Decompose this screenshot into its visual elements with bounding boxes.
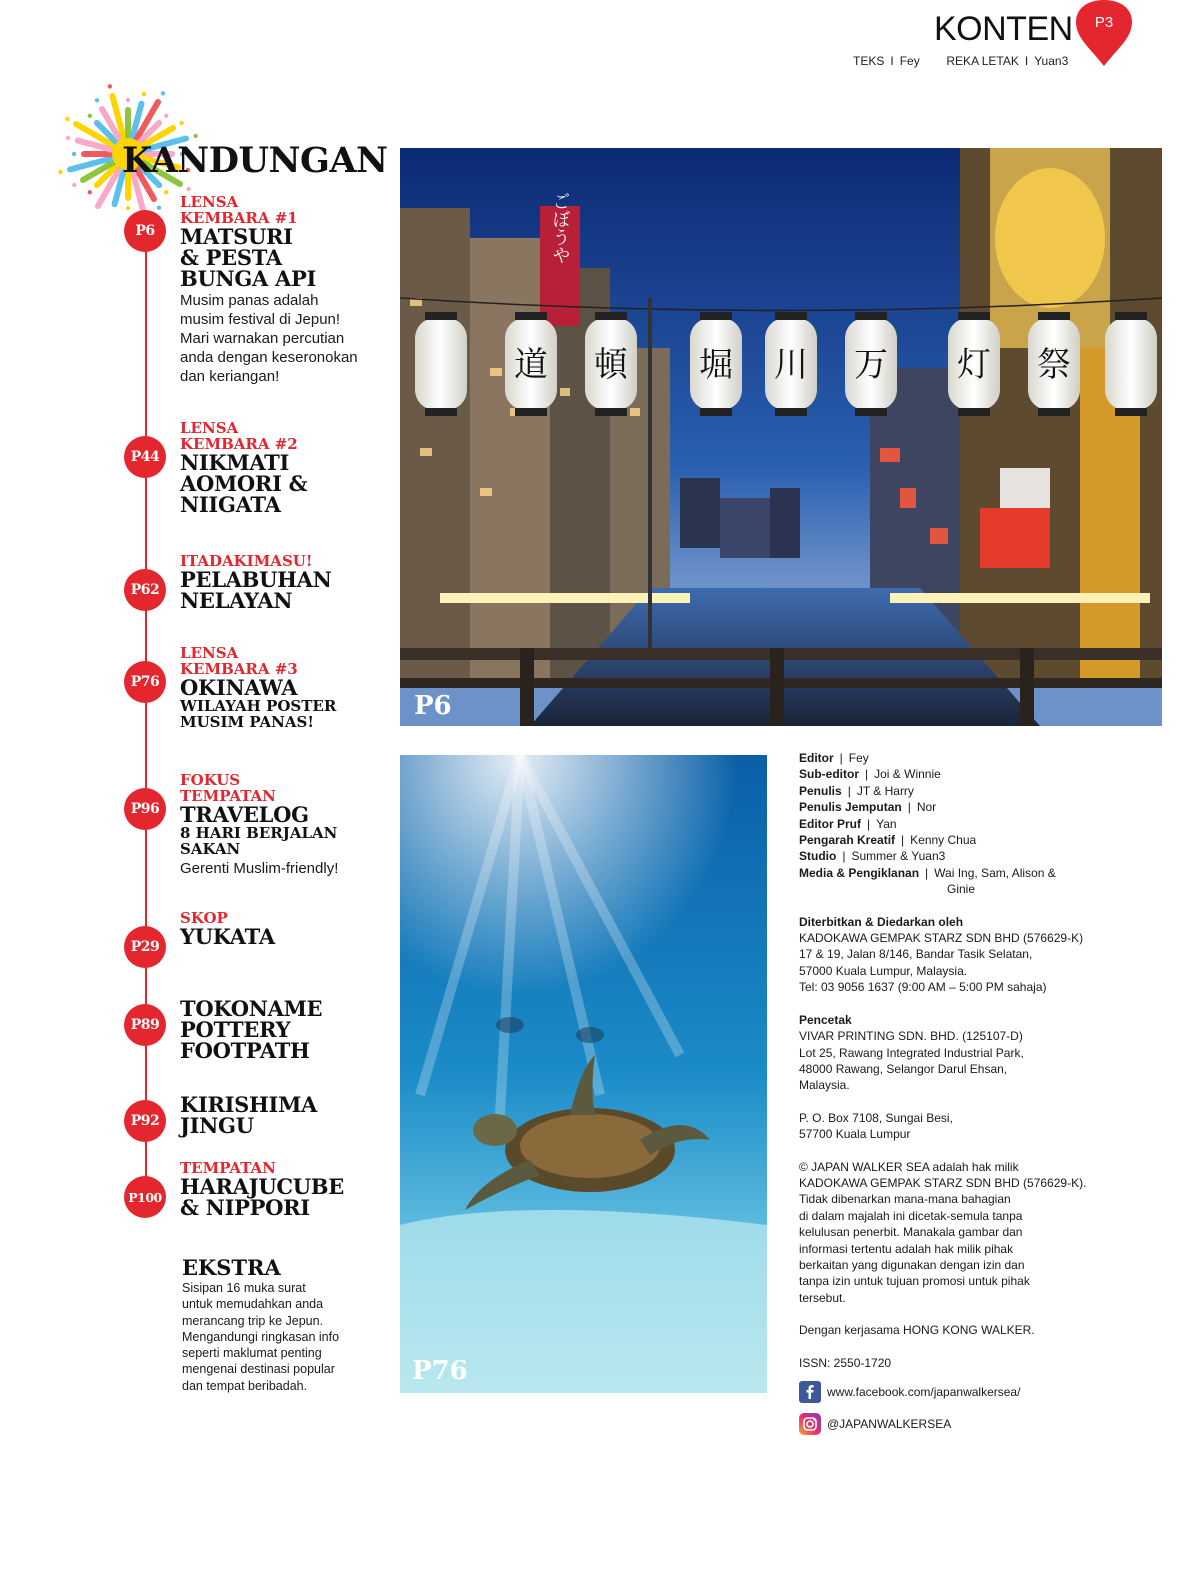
paper-lantern — [415, 312, 467, 416]
staff-name: Summer & Yuan3 — [851, 849, 946, 864]
info-line: informasi tertentu adalah hak milik pihak — [799, 1241, 1014, 1256]
pobox-block — [799, 1110, 1099, 1143]
entry-category: LENSA — [180, 419, 239, 437]
facebook-icon — [799, 1381, 821, 1403]
info-line: berkaitan yang digunakan dengan izin dan — [799, 1257, 1025, 1272]
staff-row — [799, 832, 1099, 848]
lantern-character: 川 — [774, 345, 808, 385]
entry-description — [180, 859, 400, 878]
info-line: 48000 Rawang, Selangor Darul Ehsan, — [799, 1061, 1008, 1076]
separator: | — [839, 751, 843, 765]
staff-name: Kenny Chua — [910, 833, 977, 848]
staff-role: Sub-editor — [799, 767, 859, 782]
entry-title: YUKATA — [180, 924, 275, 949]
staff-row — [799, 848, 1099, 864]
dotonbori-canal-photo — [400, 148, 1162, 726]
entry-title: JINGU — [180, 1113, 254, 1138]
info-line: tersebut. — [799, 1290, 846, 1305]
page-badge: P100 — [124, 1176, 166, 1218]
staff-row — [799, 750, 1099, 766]
info-line: VIVAR PRINTING SDN. BHD. (125107-D) — [799, 1029, 1023, 1044]
copyright-block — [799, 1159, 1099, 1307]
entry-title: POTTERY — [180, 1017, 291, 1042]
page-marker-icon — [1076, 0, 1132, 66]
page-badge: P29 — [124, 926, 166, 968]
entry-title: FOOTPATH — [180, 1038, 310, 1063]
staff-name: Nor — [916, 800, 937, 815]
staff-name: Yan — [876, 816, 897, 831]
entry-title: & PESTA — [180, 245, 282, 270]
instagram-link[interactable] — [799, 1413, 1099, 1435]
lantern-character: 堀 — [699, 345, 733, 385]
paper-lantern — [1105, 312, 1157, 416]
page-badge: P44 — [124, 436, 166, 478]
entry-subtitle: SAKAN — [180, 840, 241, 858]
extra-line: seperti maklumat penting — [182, 1346, 322, 1361]
entry-title: NIIGATA — [180, 492, 281, 517]
entry-category: LENSA — [180, 193, 239, 211]
entry-text — [180, 553, 400, 611]
entry-text — [180, 910, 400, 947]
lantern-character: 万 — [854, 345, 888, 385]
entry-title: OKINAWA — [180, 675, 298, 700]
extra-line: dan tempat beribadah. — [182, 1378, 308, 1393]
timeline-line — [145, 212, 147, 1212]
entry-title: PELABUHAN — [180, 567, 332, 592]
entry-category: KEMBARA #1 — [180, 209, 298, 227]
staff-name: Wai Ing, Sam, Alison & — [934, 865, 1056, 880]
credit-layout-value: Yuan3 — [1034, 54, 1069, 68]
staff-role: Editor Pruf — [799, 816, 861, 831]
entry-text — [180, 1094, 400, 1136]
separator: | — [901, 833, 905, 848]
entry-category: LENSA — [180, 644, 239, 662]
lantern-character: 祭 — [1037, 345, 1071, 385]
lantern-character: 頓 — [594, 345, 628, 385]
description-line: Mari warnakan percutian — [180, 330, 345, 347]
extra-line: Mengandungi ringkasan info — [182, 1329, 340, 1344]
entry-text — [180, 645, 400, 730]
entry-text — [180, 998, 400, 1061]
lantern-character: 道 — [514, 345, 548, 385]
staff-row — [799, 816, 1099, 832]
shop-sign-text: ごぼうや — [549, 192, 571, 264]
page-badge: P76 — [124, 661, 166, 703]
page-badge: P92 — [124, 1100, 166, 1142]
credit-text-value: Fey — [899, 54, 920, 68]
info-line: kelulusan penerbit. Manakala gambar dan — [799, 1225, 1023, 1240]
info-line: Tel: 03 9056 1637 (9:00 AM – 5:00 PM sahaja) — [799, 980, 1047, 995]
entry-title: TOKONAME — [180, 996, 323, 1021]
staff-row — [799, 799, 1099, 815]
staff-role: Editor — [799, 751, 834, 765]
staff-row — [799, 783, 1099, 799]
separator: | — [867, 816, 871, 831]
credit-layout-label: REKA LETAK — [946, 54, 1019, 68]
info-line: Tidak dibenarkan mana-mana bahagian — [799, 1192, 1011, 1207]
staff-name: JT & Harry — [856, 783, 914, 798]
entry-category: KEMBARA #3 — [180, 660, 298, 678]
info-line: 57000 Kuala Lumpur, Malaysia. — [799, 963, 968, 978]
separator: | — [925, 865, 929, 880]
page-badge: P6 — [124, 210, 166, 252]
printer-heading: Pencetak — [799, 1012, 852, 1027]
description-line: anda dengan keseronokan — [180, 349, 358, 366]
page-number-badge: P3 — [1094, 14, 1114, 31]
instagram-handle[interactable]: @JAPANWALKERSEA — [827, 1416, 952, 1431]
entry-subtitle: MUSIM PANAS! — [180, 713, 314, 731]
info-line: tanpa izin untuk tujuan promosi untuk pihak — [799, 1274, 1030, 1289]
entry-category: ITADAKIMASU! — [180, 552, 313, 570]
publisher-heading: Diterbitkan & Diedarkan oleh — [799, 914, 964, 929]
extra-line: Sisipan 16 muka surat — [182, 1281, 306, 1295]
staff-row — [799, 865, 1099, 881]
extra-line: mengenai destinasi popular — [182, 1362, 335, 1377]
entry-title: AOMORI & — [180, 471, 308, 496]
info-line: 17 & 19, Jalan 8/146, Bandar Tasik Selatan, — [799, 947, 1033, 962]
page-badge: P89 — [124, 1004, 166, 1046]
entry-title: HARAJUCUBE — [180, 1174, 344, 1199]
issn-text: ISSN: 2550-1720 — [799, 1355, 892, 1370]
entry-title: TRAVELOG — [180, 802, 309, 827]
entry-title: KIRISHIMA — [180, 1092, 318, 1117]
entry-category: TEMPATAN — [180, 1159, 276, 1177]
entry-subtitle: 8 HARI BERJALAN — [180, 824, 338, 842]
entry-category: TEMPATAN — [180, 787, 276, 805]
staff-role: Media & Pengiklanan — [799, 865, 920, 880]
extra-line: merancang trip ke Jepun. — [182, 1313, 324, 1328]
separator: | — [865, 767, 869, 782]
paper-lantern — [948, 312, 1000, 416]
entry-title: BUNGA API — [180, 266, 317, 291]
instagram-icon — [799, 1413, 821, 1435]
facebook-url[interactable]: www.facebook.com/japanwalkersea/ — [827, 1384, 1021, 1399]
description-line: Musim panas adalah — [180, 292, 319, 309]
paper-lantern — [505, 312, 557, 416]
info-line: 57700 Kuala Lumpur — [799, 1127, 911, 1142]
description-line: musim festival di Jepun! — [180, 311, 341, 328]
description-line: Gerenti Muslim-friendly! — [180, 860, 339, 877]
photo-page-label: P76 — [412, 1356, 468, 1386]
info-line: Lot 25, Rawang Integrated Industrial Park, — [799, 1045, 1024, 1060]
masthead — [799, 750, 1099, 1435]
entry-text — [180, 772, 400, 878]
publisher-block — [799, 914, 1099, 996]
info-line: P. O. Box 7108, Sungai Besi, — [799, 1110, 953, 1125]
partnership-text: Dengan kerjasama HONG KONG WALKER. — [799, 1323, 1035, 1338]
info-line: KADOKAWA GEMPAK STARZ SDN BHD (576629-K) — [799, 931, 1084, 946]
credit-text-label: TEKS — [853, 54, 885, 68]
paper-lantern — [690, 312, 742, 416]
staff-name: Joi & Winnie — [874, 767, 941, 782]
facebook-link[interactable] — [799, 1381, 1099, 1403]
staff-role: Penulis — [799, 783, 842, 798]
entry-category: KEMBARA #2 — [180, 435, 298, 453]
entry-title: NIKMATI — [180, 450, 290, 475]
entry-title: MATSURI — [180, 224, 293, 249]
extra-title: EKSTRA — [182, 1255, 281, 1280]
page-badge: P62 — [124, 569, 166, 611]
paper-lantern — [585, 312, 637, 416]
info-line: Malaysia. — [799, 1078, 850, 1093]
info-line: KADOKAWA GEMPAK STARZ SDN BHD (576629-K). — [799, 1175, 1087, 1190]
entry-title: NELAYAN — [180, 588, 293, 613]
paper-lantern — [845, 312, 897, 416]
photo-page-label: P6 — [414, 691, 452, 721]
paper-lantern — [1028, 312, 1080, 416]
sea-turtle-photo — [400, 755, 767, 1393]
printer-block — [799, 1012, 1099, 1094]
entry-text — [180, 420, 400, 515]
staff-list — [799, 750, 1099, 898]
entry-subtitle: WILAYAH POSTER — [180, 697, 337, 715]
lantern-character: 灯 — [957, 345, 991, 385]
separator: | — [842, 849, 846, 864]
page-title: KANDUNGAN — [122, 140, 388, 181]
info-line: di dalam majalah ini dicetak-semula tanpa — [799, 1208, 1023, 1223]
paper-lantern — [765, 312, 817, 416]
page-badge: P96 — [124, 788, 166, 830]
entry-title: & NIPPORI — [180, 1195, 310, 1220]
section-title: KONTEN — [934, 10, 1073, 48]
staff-role: Penulis Jemputan — [799, 800, 902, 815]
entry-category: FOKUS — [180, 771, 241, 789]
entry-text — [180, 194, 400, 386]
separator: | — [907, 800, 911, 815]
staff-name-cont: Ginie — [947, 882, 976, 897]
staff-role: Pengarah Kreatif — [799, 833, 896, 848]
extra-line: untuk memudahkan anda — [182, 1297, 324, 1312]
staff-role: Studio — [799, 849, 837, 864]
info-line: © JAPAN WALKER SEA adalah hak milik — [799, 1159, 1019, 1174]
description-line: dan keriangan! — [180, 368, 280, 385]
staff-row — [799, 766, 1099, 782]
entry-description — [180, 291, 400, 386]
staff-name: Fey — [848, 751, 869, 765]
separator: | — [847, 783, 851, 798]
entry-category: SKOP — [180, 909, 228, 927]
extra-description — [182, 1280, 382, 1394]
credits-line: TEKS I Fey REKA LETAK I Yuan3 — [853, 54, 1069, 68]
entry-text — [180, 1160, 400, 1218]
